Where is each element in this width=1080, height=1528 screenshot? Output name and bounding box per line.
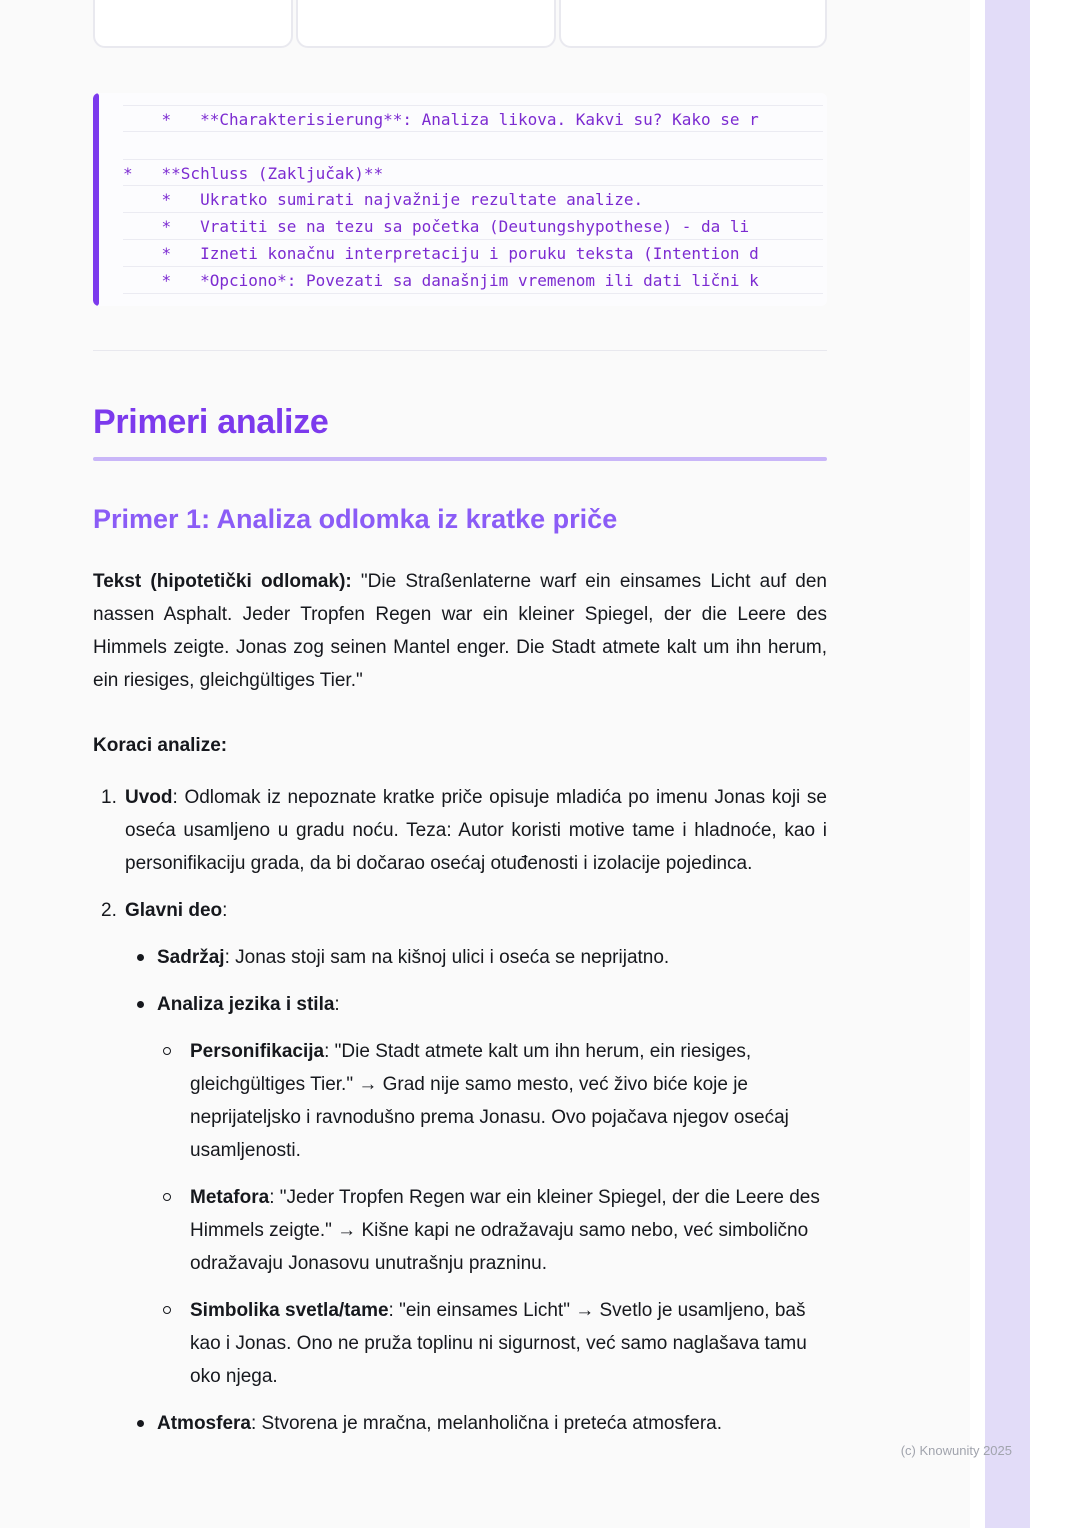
- code-line: * **Charakterisierung**: Analiza likova. Kakvi su? Kako se r: [123, 105, 823, 132]
- ordered-list: [93, 781, 827, 927]
- code-lines: [123, 105, 823, 294]
- page-title: Primeri analize: [93, 403, 329, 441]
- code-line-blank: [123, 132, 823, 159]
- code-block: [93, 93, 827, 306]
- list-item: [93, 1294, 827, 1393]
- bullet-list: [93, 941, 827, 1440]
- cut-off-card: [559, 0, 827, 48]
- list-item-text: : "Jeder Tropfen Regen war ein kleiner Spiegel, der die Leere des Himmels zeigte." → Kišne kapi ne odražavaju samo nebo, već simbolično odražavaju Jonasovu unutrašnju prazninu.: [190, 1187, 820, 1274]
- list-item-text: : Jonas stoji sam na kišnoj ulici i oseća se neprijatno.: [224, 947, 670, 968]
- list-item: [93, 988, 827, 1021]
- list-item-text: : "Die Stadt atmete kalt um ihn herum, ein riesiges, gleichgültiges Tier." → Grad nije samo mesto, već živo biće koje je neprijateljsko i ravnodušno prema Jonasu. Ovo pojačava njegov osećaj usamljenosti.: [190, 1041, 789, 1161]
- list-item-label: Analiza jezika i stila: [157, 994, 335, 1015]
- intro-paragraph: [93, 565, 827, 697]
- list-item: [93, 894, 827, 927]
- list-item-text: :: [334, 994, 340, 1015]
- list-item-label: Metafora: [190, 1187, 270, 1208]
- watermark: (c) Knowunity 2025: [900, 1443, 1012, 1458]
- cut-off-card: [93, 0, 293, 48]
- section-divider: [93, 350, 827, 351]
- bullet-icon: [137, 1420, 144, 1427]
- intro-text: "Die Straßenlaterne warf ein einsames Licht auf den nassen Asphalt. Jeder Tropfen Regen war ein kleiner Spiegel, der die Leere des Himmels zeigte. Jonas zog seinen Mantel enger. Die Stadt atmete kalt um ihn herum, ein riesiges, gleichgültiges Tier.": [93, 571, 827, 691]
- list-item-label: Uvod: [125, 787, 173, 808]
- list-item: [93, 781, 827, 880]
- list-item: [93, 941, 827, 974]
- list-item-text: : Odlomak iz nepoznate kratke priče opisuje mladića po imenu Jonas koji se oseća usamljeno u gradu noću. Teza: Autor koristi motive tame i hladnoće, kao i personifikaciju grada, da bi dočarao osećaj otuđenosti i izolacije pojedinca.: [125, 787, 827, 874]
- list-item-text: :: [222, 900, 228, 921]
- list-item-label: Personifikacija: [190, 1041, 325, 1062]
- bullet-icon: [137, 1001, 144, 1008]
- list-number: 2.: [101, 900, 117, 921]
- circle-bullet-icon: [163, 1306, 171, 1314]
- code-block-accent-bar: [93, 93, 99, 306]
- steps-label: Koraci analize:: [93, 735, 228, 756]
- list-item-label: Sadržaj: [157, 947, 225, 968]
- list-item-label: Simbolika svetla/tame: [190, 1300, 389, 1321]
- list-item-label: Glavni deo: [125, 900, 223, 921]
- intro-label: Tekst (hipotetički odlomak):: [93, 571, 352, 592]
- circle-bullet-icon: [163, 1193, 171, 1201]
- right-side-panel: [970, 0, 1080, 1528]
- section-heading: Primer 1: Analiza odlomka iz kratke priče: [93, 504, 618, 534]
- list-item-text: : "ein einsames Licht" → Svetlo je usamljeno, baš kao i Jonas. Ono ne pruža toplinu ni sigurnost, već samo naglašava tamu oko njega.: [190, 1300, 807, 1387]
- cut-off-card: [296, 0, 556, 48]
- bullet-icon: [137, 954, 144, 961]
- list-item: [93, 1181, 827, 1280]
- document-content: [93, 0, 827, 1440]
- list-item-text: : Stvorena je mračna, melanholična i preteća atmosfera.: [250, 1413, 722, 1434]
- code-line: * Ukratko sumirati najvažnije rezultate analize.: [123, 186, 823, 213]
- code-line: * Vratiti se na tezu sa početka (Deutungshypothese) - da li: [123, 213, 823, 240]
- list-number: 1.: [101, 787, 117, 808]
- circle-bullet-icon: [163, 1047, 171, 1055]
- code-line: * **Schluss (Zaključak)**: [123, 159, 823, 186]
- title-underline: [93, 457, 827, 461]
- list-item-label: Atmosfera: [157, 1413, 251, 1434]
- list-item: [93, 1035, 827, 1167]
- code-line: * *Opciono*: Povezati sa današnjim vremenom ili dati lični k: [123, 267, 823, 294]
- list-item: [93, 1407, 827, 1440]
- side-accent-strip: [985, 0, 1030, 1528]
- code-line: * Izneti konačnu interpretaciju i poruku teksta (Intention d: [123, 240, 823, 267]
